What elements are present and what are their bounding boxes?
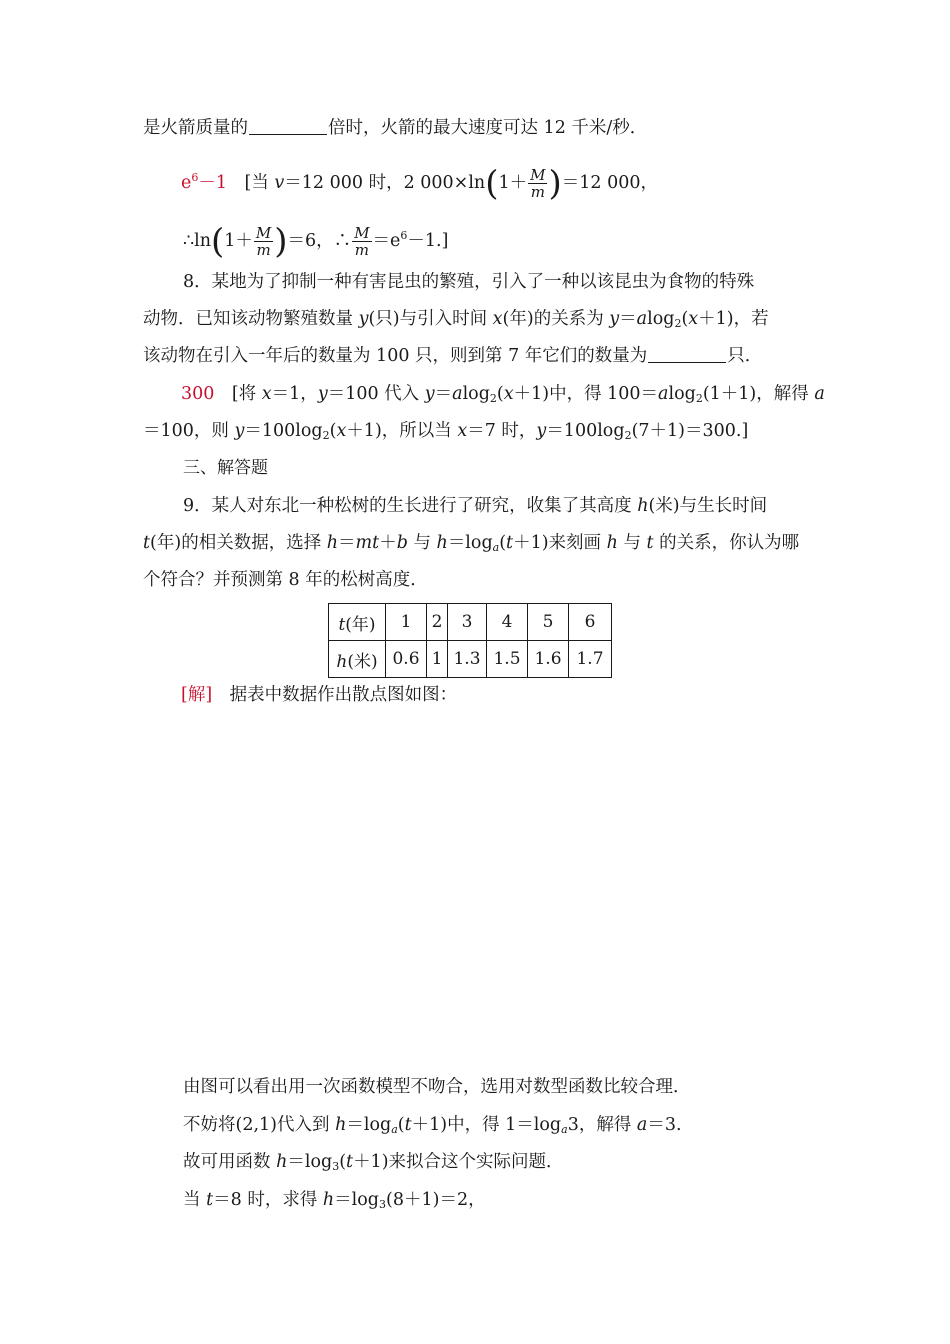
- row-header: t(年): [329, 604, 386, 641]
- solution-step-4: 当 t＝8 时，求得 $h=\log_3(8+1)=2$，: [183, 1190, 486, 1211]
- answer-value: $e^6-1$: [181, 171, 227, 193]
- table-cell: 5: [528, 604, 569, 641]
- problem-9-line-3: 个符合？并预测第 8 年的松树高度．: [143, 570, 428, 590]
- section-heading: 三、解答题: [183, 458, 268, 478]
- table-cell: 2: [427, 604, 448, 641]
- table-cell: 1: [427, 641, 448, 678]
- answer-value: 300: [181, 384, 215, 404]
- table-cell: 3: [448, 604, 487, 641]
- solution-tag: [解]: [181, 685, 213, 705]
- table-cell: 4: [487, 604, 528, 641]
- scatter-figure-area: [143, 720, 809, 1060]
- table-cell: 1: [386, 604, 427, 641]
- problem-8-line-3: 该动物在引入一年后的数量为 100 只，则到第 7 年它们的数量为 只．: [143, 346, 763, 366]
- table-cell: 6: [569, 604, 612, 641]
- fraction: $\frac{M}{m}$: [530, 166, 546, 201]
- problem-8-line-2: 动物．已知该动物繁殖数量 y(只)与引入时间 x(年)的关系为 y＝alog$_2$(x＋1)，若: [143, 309, 769, 330]
- row-header: h(米): [329, 641, 386, 678]
- problem-8-answer-line-2: ＝100，则 $y=100\log_2(x+1)$，所以当 x＝7 时，$y=100\log_2(7+1)=300$.]: [143, 421, 749, 442]
- solution-intro: [解] 据表中数据作出散点图如图：: [181, 685, 458, 705]
- problem-8-answer-line-1: 300 [将 x＝1，y＝100 代入 y＝alog$_2$(x＋1)中，得 100＝alog$_2$(1＋1)，解得 a: [181, 384, 825, 405]
- problem-7-answer-line-1: $e^6-1$ [当 v＝12 000 时，2 000×ln(1＋ $\frac{M}{m}$ )＝12 000，: [181, 163, 658, 204]
- table-row: [329, 604, 612, 641]
- problem-8-line-1: 8．某地为了抑制一种有害昆虫的繁殖，引入了一种以该昆虫为食物的特殊: [183, 272, 755, 292]
- table-cell: 1.7: [569, 641, 612, 678]
- table-row: [329, 641, 612, 678]
- text: 是火箭质量的: [143, 118, 248, 138]
- answer-blank: [648, 346, 726, 363]
- solution-step-1: 由图可以看出用一次函数模型不吻合，选用对数型函数比较合理．: [183, 1077, 691, 1097]
- problem-9-line-2: t(年)的相关数据，选择 h＝mt＋b 与 $h=\log_a(t+1)$来刻画 h 与 t 的关系，你认为哪: [143, 533, 800, 554]
- table-cell: 1.6: [528, 641, 569, 678]
- text: 倍时，火箭的最大速度可达 12 千米/秒．: [328, 118, 648, 138]
- problem-7-tail: [143, 116, 809, 140]
- solution-step-2: 不妨将(2,1)代入到 $h=\log_a(t+1)$中，得 $1=\log_a3$，解得 a＝3.: [183, 1115, 682, 1136]
- problem-7-answer-line-2: ∴ln(1＋ $\frac{M}{m}$ )＝6，∴ $\frac{M}{m}$ $=e^6-1$.]: [183, 221, 449, 262]
- answer-blank: [249, 118, 327, 135]
- table-cell: 0.6: [386, 641, 427, 678]
- table-cell: 1.3: [448, 641, 487, 678]
- fraction: $\frac{M}{m}$: [255, 224, 272, 259]
- solution-step-3: 故可用函数 $h=\log_3(t+1)$来拟合这个实际问题．: [183, 1152, 564, 1173]
- problem-9-line-1: 9．某人对东北一种松树的生长进行了研究，收集了其高度 h(米)与生长时间: [183, 496, 768, 516]
- fraction: $\frac{M}{m}$: [354, 224, 370, 259]
- table-cell: 1.5: [487, 641, 528, 678]
- data-table: [328, 603, 612, 678]
